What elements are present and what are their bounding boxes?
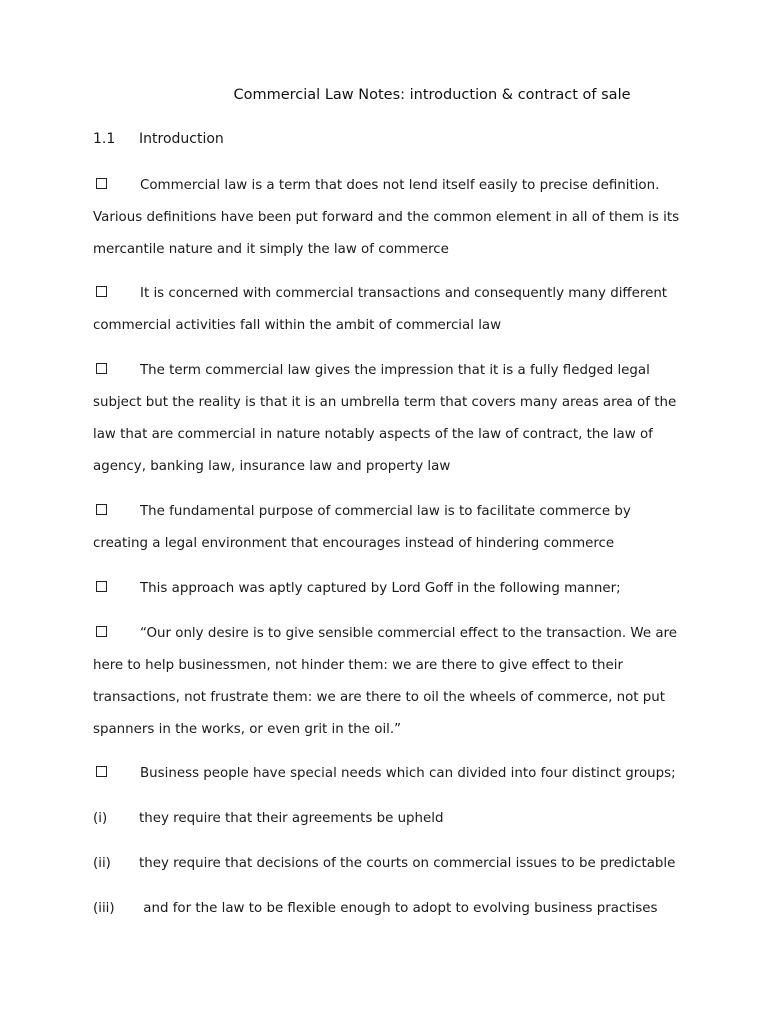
bullet-paragraph — [93, 573, 683, 605]
bullet-box-icon — [96, 504, 107, 515]
bullet-box-icon — [96, 766, 107, 777]
bullet-paragraph — [93, 355, 683, 483]
paragraph-text: The term commercial law gives the impression that it is a fully fledged legal subject but the reality is that it is an umbrella term that covers many areas area of the law that are commercial in nature notably aspects of the law of contract, the law of agency, banking law, insurance law and property law — [93, 363, 677, 474]
paragraph-text: “Our only desire is to give sensible commercial effect to the transaction. We are here to help businessmen, not hinder them: we are there to give effect to their transactions, not frustrate them: we are there to oil the wheels of commerce, not put spanners in the works, or even grit in the oil.” — [93, 626, 677, 737]
paragraph-text: This approach was aptly captured by Lord Goff in the following manner; — [140, 581, 621, 596]
list-marker: (iii) — [93, 901, 115, 916]
bullet-paragraph — [93, 496, 683, 560]
section-title: Introduction — [139, 131, 224, 147]
bullet-box-icon — [96, 626, 107, 637]
paragraph-text: It is concerned with commercial transactions and consequently many different commercial activities fall within the ambit of commercial law — [93, 286, 668, 333]
bullet-paragraph — [93, 758, 683, 790]
bullet-box-icon — [96, 286, 107, 297]
bullet-box-icon — [96, 178, 107, 189]
section-number: 1.1 — [93, 131, 116, 147]
list-marker: (i) — [93, 811, 108, 826]
bullet-paragraph — [93, 618, 683, 746]
paragraph-text: Commercial law is a term that does not lend itself easily to precise definition. Various definitions have been put forward and the common element in all of them is its mercantile nature and it simply the law of commerce — [93, 178, 680, 257]
list-item — [93, 848, 693, 880]
bullet-paragraph — [93, 170, 683, 266]
section-heading — [93, 131, 224, 147]
list-item-text: and for the law to be flexible enough to adopt to evolving business practises — [139, 901, 658, 916]
list-item — [93, 893, 693, 925]
paragraph-text: The fundamental purpose of commercial law is to facilitate commerce by creating a legal environment that encourages instead of hindering commerce — [93, 504, 631, 551]
paragraph-text: Business people have special needs which can divided into four distinct groups; — [140, 766, 676, 781]
bullet-box-icon — [96, 363, 107, 374]
document-title: Commercial Law Notes: introduction & contract of sale — [233, 87, 631, 103]
bullet-paragraph — [93, 278, 683, 342]
bullet-box-icon — [96, 581, 107, 592]
list-marker: (ii) — [93, 856, 111, 871]
list-item-text: they require that decisions of the courts on commercial issues to be predictable — [139, 856, 676, 871]
list-item — [93, 803, 693, 835]
list-item-text: they require that their agreements be upheld — [139, 811, 444, 826]
